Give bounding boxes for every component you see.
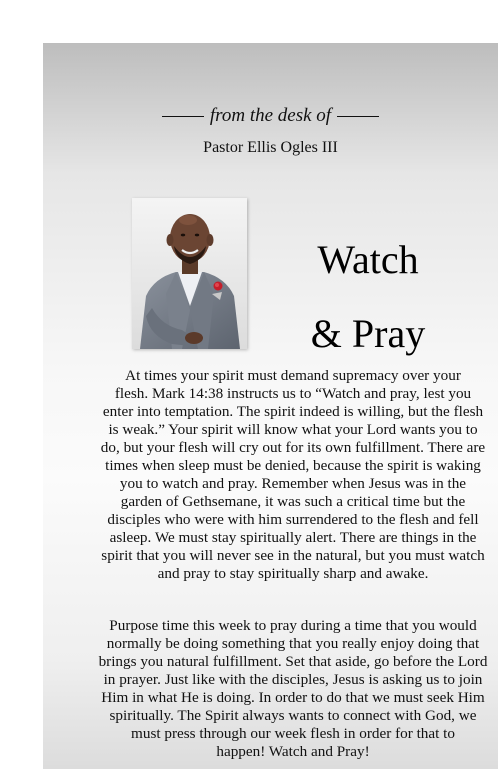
paragraph-line: asleep. We must stay spiritually alert. There are things in the (109, 529, 477, 546)
paragraph-line: garden of Gethsemane, it was such a critical time but the (120, 493, 466, 510)
author-name: Pastor Ellis Ogles III (203, 139, 338, 156)
paragraph-line: At times your spirit must demand supremacy over your (125, 367, 461, 384)
paragraph-line: you to watch and pray. Remember when Jesus was in the (119, 475, 467, 492)
left-rule (162, 116, 204, 117)
paragraph-line: disciples who were with him surrendered to the flesh and fell (107, 511, 479, 528)
paragraph-line: happen! Watch and Pray! (216, 743, 370, 760)
paragraph-line: is weak.” Your spirit will know what your Lord wants you to (108, 421, 478, 438)
header (43, 105, 498, 157)
right-rule (337, 116, 379, 117)
paragraph-line: brings you natural fulfillment. Set that aside, go before the Lord (98, 653, 488, 670)
kicker-text: from the desk of (209, 105, 332, 126)
paragraph-line: normally be doing something that you really enjoy doing that (106, 635, 480, 652)
title-line-2: & Pray (310, 311, 426, 356)
paragraph-line: flesh. Mark 14:38 instructs us to “Watch and pray, lest you (114, 385, 472, 402)
paragraph-1 (95, 367, 491, 583)
paragraph-line: do, but your flesh will cry out for its own fulfillment. There are (100, 439, 486, 456)
paragraph-line: enter into temptation. The spirit indeed is willing, but the flesh (102, 403, 484, 420)
paragraph-line: must press through our week flesh in order for that to (131, 725, 455, 742)
paragraph-line: Him in what He is doing. In order to do that we must seek Him (101, 689, 485, 706)
paragraph-line: times when sleep must be denied, because the spirit is waking (105, 457, 481, 474)
kicker (43, 105, 498, 127)
paragraph-line: spiritually. The Spirit always wants to connect with God, we (109, 707, 477, 724)
paragraph-2 (95, 617, 491, 761)
paragraph-line: and pray to stay spiritually sharp and awake. (157, 565, 429, 582)
author-photo (132, 198, 247, 349)
title-line-1: Watch (317, 237, 419, 282)
paragraph-line: spirit that you will never see in the natural, but you must watch (101, 547, 485, 564)
article-title (283, 223, 453, 371)
newsletter-page (43, 43, 498, 769)
portrait-illustration (132, 198, 247, 349)
paragraph-line: in prayer. Just like with the disciples, Jesus is asking us to join (103, 671, 483, 688)
paragraph-line: Purpose time this week to pray during a time that you would (109, 617, 477, 634)
